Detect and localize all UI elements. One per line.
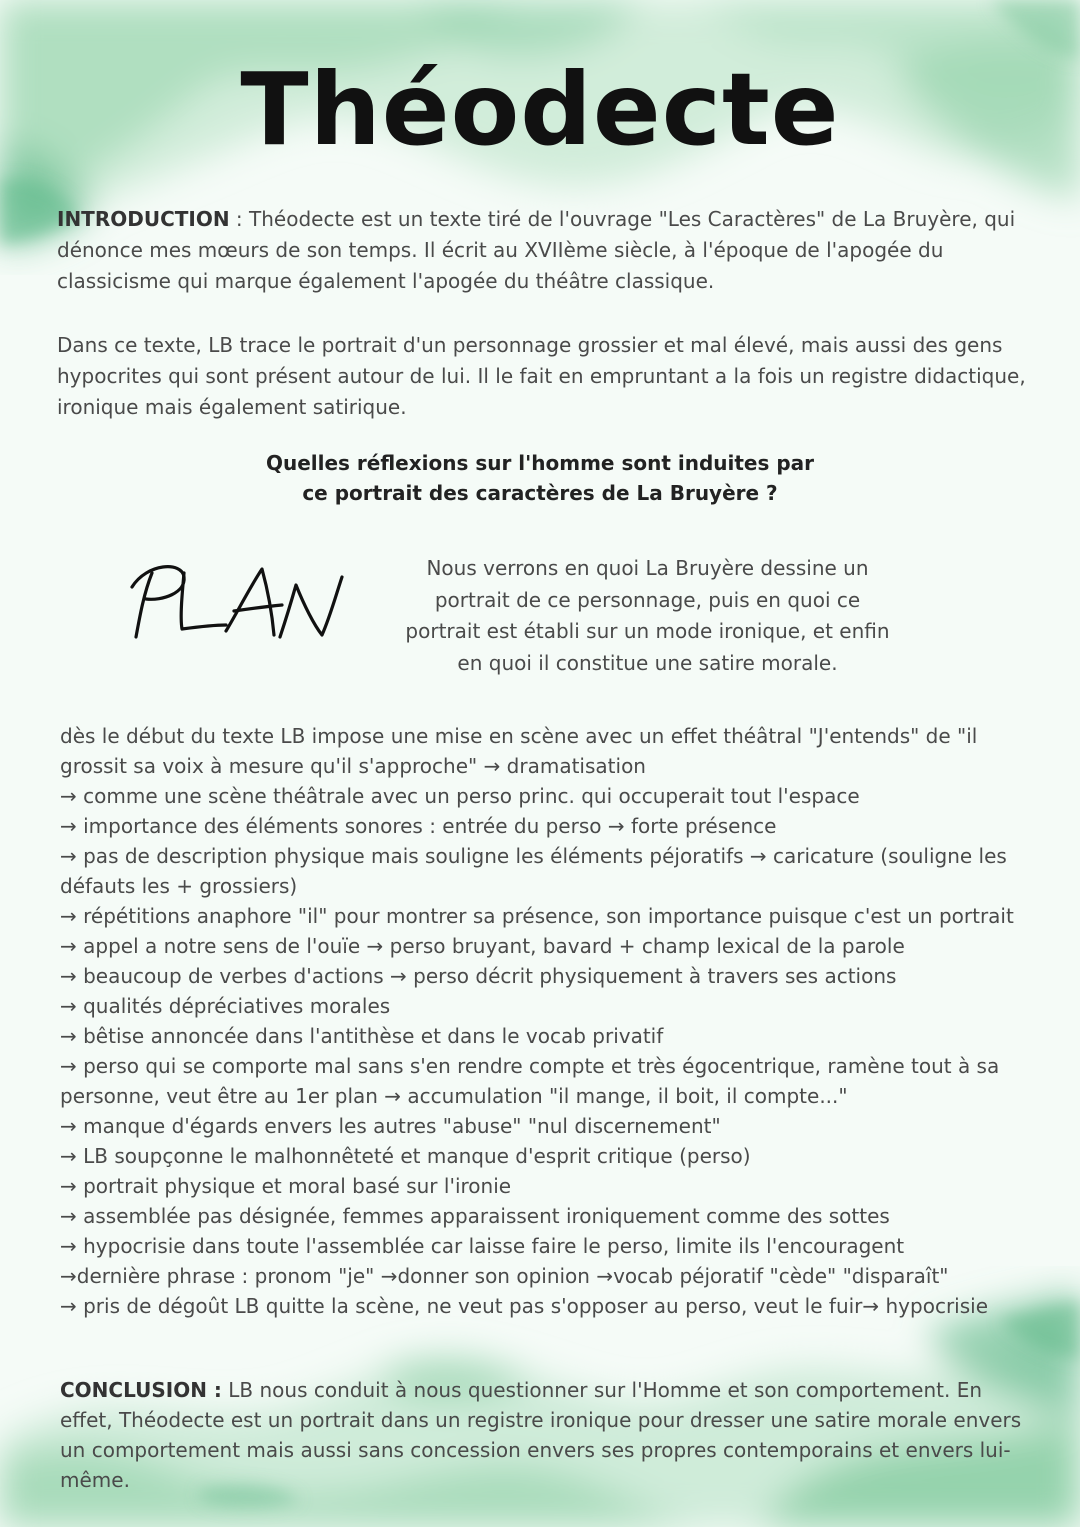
note-item: → portrait physique et moral basé sur l'ironie <box>60 1174 512 1198</box>
note-item: dès le début du texte LB impose une mise en scène avec un effet théâtral "J'entends" de "il grossit sa voix à mesure qu'il s'approche" → dramatisation <box>60 724 978 778</box>
problematique-line-1: Quelles réflexions sur l'homme sont induites par <box>265 451 815 475</box>
note-item: → pris de dégoût LB quitte la scène, ne veut pas s'opposer au perso, veut le fuir→ hypocrisie <box>60 1294 989 1318</box>
introduction-text: Théodecte est un texte tiré de l'ouvrage "Les Caractères" de La Bruyère, qui dénonce mes mœurs de son temps. Il écrit au XVIIème siècle, à l'époque de l'apogée du classicisme qui marque également l'apogée du théâtre classique. <box>57 207 1016 293</box>
note-item: → beaucoup de verbes d'actions → perso décrit physiquement à travers ses actions <box>60 964 897 988</box>
page-title: Théodecte <box>240 51 840 168</box>
note-item: → qualités dépréciatives morales <box>60 994 391 1018</box>
plan-line-2: portrait de ce personnage, puis en quoi ce <box>434 587 861 612</box>
conclusion-text: LB nous conduit à nous questionner sur l'Homme et son comportement. En effet, Théodecte est un portrait dans un registre ironique pour dresser une satire morale envers un comportement mais aussi sans concession envers ses propres contemporains et envers lui-même. <box>60 1378 1022 1492</box>
problematique <box>190 448 890 508</box>
conclusion-paragraph <box>60 1375 1032 1495</box>
note-item: → importance des éléments sonores : entrée du perso → forte présence <box>60 814 777 838</box>
note-item: → hypocrisie dans toute l'assemblée car laisse faire le perso, limite ils l'encouragent <box>60 1234 905 1258</box>
analysis-notes <box>60 721 1035 1321</box>
introduction-paragraph <box>57 204 1032 297</box>
note-item: → pas de description physique mais souligne les éléments péjoratifs → caricature (souligne les défauts les + grossiers) <box>60 844 1007 898</box>
plan-line-3: portrait est établi sur un mode ironique, et enfin <box>405 619 890 643</box>
note-item: → manque d'égards envers les autres "abuse" "nul discernement" <box>60 1114 721 1138</box>
problematique-line-2: ce portrait des caractères de La Bruyère ? <box>302 481 778 505</box>
note-item: → comme une scène théâtrale avec un perso princ. qui occuperait tout l'espace <box>60 784 860 808</box>
plan-handwritten-logo <box>122 555 352 655</box>
note-item: → bêtise annoncée dans l'antithèse et dans le vocab privatif <box>60 1024 664 1048</box>
note-item: → appel a notre sens de l'ouïe → perso bruyant, bavard + champ lexical de la parole <box>60 934 905 958</box>
context-paragraph: Dans ce texte, LB trace le portrait d'un personnage grossier et mal élevé, mais aussi des gens hypocrites qui sont présent autour de lui. Il le fait en empruntant a la fois un registre didactique, ironique mais également satirique. <box>57 333 1026 419</box>
introduction-label: INTRODUCTION <box>57 207 230 231</box>
plan-description <box>395 553 900 679</box>
note-item: → assemblée pas désignée, femmes apparaissent ironiquement comme des sottes <box>60 1204 890 1228</box>
note-item: → LB soupçonne le malhonnêteté et manque d'esprit critique (perso) <box>60 1144 751 1168</box>
conclusion-label: CONCLUSION : <box>60 1378 222 1402</box>
note-item: → perso qui se comporte mal sans s'en rendre compte et très égocentrique, ramène tout à sa personne, veut être au 1er plan → accumulation "il mange, il boit, il compte..." <box>60 1054 1000 1108</box>
plan-line-4: en quoi il constitue une satire morale. <box>457 650 838 675</box>
introduction-separator: : <box>229 207 250 231</box>
note-item: →dernière phrase : pronom "je" →donner son opinion →vocab péjoratif "cède" "disparaît" <box>60 1264 949 1288</box>
plan-line-1: Nous verrons en quoi La Bruyère dessine un <box>426 556 869 580</box>
note-item: → répétitions anaphore "il" pour montrer sa présence, son importance puisque c'est un portrait <box>60 904 1014 928</box>
